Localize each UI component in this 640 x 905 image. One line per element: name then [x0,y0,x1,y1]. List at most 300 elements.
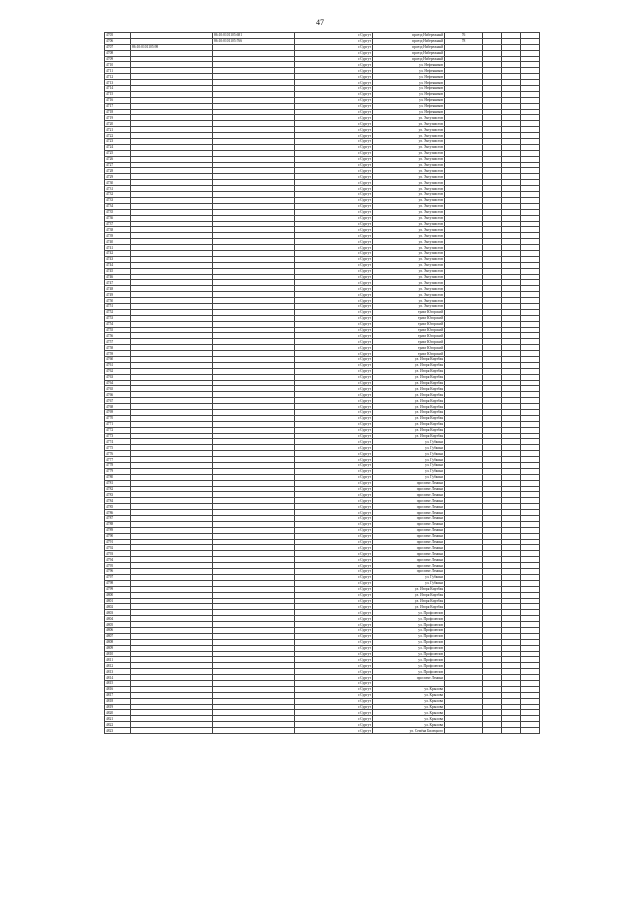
street-cell: ул. Игоря Киртбая [373,374,445,380]
row-number: 4786 [105,510,131,516]
city-cell: г.Сургут [295,639,373,645]
row-number: 4782 [105,486,131,492]
street-cell: ул. Губкина [373,457,445,463]
street-cell: ул. Крылова [373,710,445,716]
city-cell: г.Сургут [295,504,373,510]
row-number: 4737 [105,221,131,227]
row-number: 4802 [105,604,131,610]
street-cell: ул. Игоря Киртбая [373,380,445,386]
city-cell: г.Сургут [295,133,373,139]
city-cell: г.Сургут [295,574,373,580]
street-cell: проспект Ленина [373,557,445,563]
city-cell: г.Сургут [295,563,373,569]
city-cell: г.Сургут [295,274,373,280]
street-cell: ул. Энтузиастов [373,180,445,186]
city-cell: г.Сургут [295,44,373,50]
cadastral-number-1: 86:10:0101105:98 [131,44,213,50]
street-cell: ул. Игоря Киртбая [373,586,445,592]
city-cell: г.Сургут [295,392,373,398]
street-cell: ул. Профсоюзов [373,633,445,639]
street-cell: тракт Югорский [373,345,445,351]
street-cell: ул. Энтузиастов [373,256,445,262]
row-number: 4741 [105,245,131,251]
row-number: 4771 [105,421,131,427]
street-cell: проспект Ленина [373,498,445,504]
city-cell: г.Сургут [295,91,373,97]
city-cell: г.Сургут [295,474,373,480]
street-cell: ул. Энтузиастов [373,250,445,256]
street-cell: ул. Губкина [373,463,445,469]
street-cell: проезд Набережный [373,38,445,44]
city-cell: г.Сургут [295,692,373,698]
row-number: 4707 [105,44,131,50]
street-cell: ул. Профсоюзов [373,657,445,663]
street-cell: ул. Профсоюзов [373,669,445,675]
row-number: 4787 [105,516,131,522]
row-number: 4766 [105,392,131,398]
street-cell: тракт Югорский [373,315,445,321]
city-cell: г.Сургут [295,362,373,368]
street-cell: ул. Игоря Киртбая [373,404,445,410]
row-number: 4733 [105,197,131,203]
street-cell: проспект Ленина [373,539,445,545]
row-number: 4747 [105,280,131,286]
row-number: 4816 [105,686,131,692]
row-number: 4715 [105,91,131,97]
row-number: 4714 [105,86,131,92]
row-number: 4727 [105,162,131,168]
row-number: 4753 [105,315,131,321]
street-cell: ул. Губкина [373,445,445,451]
row-number: 4774 [105,439,131,445]
city-cell: г.Сургут [295,498,373,504]
row-number: 4803 [105,610,131,616]
city-cell: г.Сургут [295,180,373,186]
city-cell: г.Сургут [295,174,373,180]
row-number: 4709 [105,56,131,62]
street-cell: ул. Крылова [373,704,445,710]
city-cell: г.Сургут [295,262,373,268]
row-number: 4761 [105,362,131,368]
city-cell: г.Сургут [295,150,373,156]
street-cell: тракт Югорский [373,327,445,333]
row-number: 4821 [105,716,131,722]
row-number: 4757 [105,339,131,345]
row-number: 4804 [105,616,131,622]
city-cell: г.Сургут [295,327,373,333]
row-number: 4762 [105,368,131,374]
row-number: 4788 [105,521,131,527]
street-cell: проспект Ленина [373,510,445,516]
city-cell: г.Сургут [295,710,373,716]
row-number: 4730 [105,180,131,186]
street-cell: ул. Крылова [373,692,445,698]
row-number: 4820 [105,710,131,716]
row-number: 4791 [105,539,131,545]
city-cell: г.Сургут [295,321,373,327]
city-cell: г.Сургут [295,197,373,203]
city-cell: г.Сургут [295,121,373,127]
cadastral-number-1 [131,728,213,734]
street-cell: ул. Энтузиастов [373,168,445,174]
city-cell: г.Сургут [295,433,373,439]
city-cell: г.Сургут [295,280,373,286]
street-cell: проспект Ленина [373,486,445,492]
house-cell: 76 [445,33,483,39]
street-cell: ул. Энтузиастов [373,174,445,180]
city-cell: г.Сургут [295,144,373,150]
row-number: 4780 [105,474,131,480]
street-cell: ул. Энтузиастов [373,197,445,203]
city-cell: г.Сургут [295,33,373,39]
row-number: 4795 [105,563,131,569]
row-number: 4716 [105,97,131,103]
row-number: 4789 [105,527,131,533]
city-cell: г.Сургут [295,156,373,162]
city-cell: г.Сургут [295,457,373,463]
row-number: 4775 [105,445,131,451]
city-cell: г.Сургут [295,168,373,174]
city-cell: г.Сургут [295,722,373,728]
row-number: 4752 [105,309,131,315]
row-number: 4818 [105,698,131,704]
city-cell: г.Сургут [295,209,373,215]
row-number: 4734 [105,203,131,209]
street-cell: ул. Энтузиастов [373,115,445,121]
street-cell: ул. Нефтяников [373,68,445,74]
city-cell: г.Сургут [295,139,373,145]
row-number: 4819 [105,704,131,710]
city-cell: г.Сургут [295,215,373,221]
street-cell: ул. Энтузиастов [373,280,445,286]
street-cell: ул. Энтузиастов [373,221,445,227]
street-cell: ул. Энтузиастов [373,286,445,292]
city-cell: г.Сургут [295,74,373,80]
extra-cell-b [502,728,521,734]
city-cell: г.Сургут [295,298,373,304]
city-cell: г.Сургут [295,309,373,315]
row-number: 4768 [105,404,131,410]
street-cell: ул. Профсоюзов [373,651,445,657]
street-cell: ул. Энтузиастов [373,303,445,309]
street-cell: ул. Энтузиастов [373,186,445,192]
street-cell: проспект Ленина [373,563,445,569]
row-number: 4798 [105,580,131,586]
city-cell: г.Сургут [295,716,373,722]
street-cell: проспект Ленина [373,492,445,498]
city-cell: г.Сургут [295,651,373,657]
city-cell: г.Сургут [295,292,373,298]
city-cell: г.Сургут [295,516,373,522]
row-number: 4790 [105,533,131,539]
row-number: 4812 [105,663,131,669]
row-number: 4806 [105,627,131,633]
row-number: 4792 [105,545,131,551]
house-cell: 78 [445,38,483,44]
street-cell: ул. Профсоюзов [373,610,445,616]
street-cell: проспект Ленина [373,551,445,557]
city-cell: г.Сургут [295,580,373,586]
city-cell: г.Сургут [295,250,373,256]
street-cell: проезд Набережный [373,44,445,50]
street-cell: ул. Энтузиастов [373,209,445,215]
city-cell: г.Сургут [295,728,373,734]
city-cell: г.Сургут [295,268,373,274]
street-cell: ул. Нефтяников [373,91,445,97]
street-cell: ул. Игоря Киртбая [373,421,445,427]
street-cell: ул. Профсоюзов [373,639,445,645]
row-number: 4755 [105,327,131,333]
row-number: 4763 [105,374,131,380]
row-number: 4708 [105,50,131,56]
city-cell: г.Сургут [295,115,373,121]
row-number: 4711 [105,68,131,74]
city-cell: г.Сургут [295,233,373,239]
row-number: 4813 [105,669,131,675]
row-number: 4769 [105,410,131,416]
row-number: 4794 [105,557,131,563]
street-cell: ул. Профсоюзов [373,627,445,633]
city-cell: г.Сургут [295,527,373,533]
row-number: 4738 [105,227,131,233]
city-cell: г.Сургут [295,633,373,639]
city-cell: г.Сургут [295,698,373,704]
street-cell: ул. Губкина [373,451,445,457]
city-cell: г.Сургут [295,404,373,410]
city-cell: г.Сургут [295,356,373,362]
city-cell: г.Сургут [295,592,373,598]
city-cell: г.Сургут [295,510,373,516]
city-cell: г.Сургут [295,245,373,251]
row-number: 4736 [105,215,131,221]
city-cell: г.Сургут [295,339,373,345]
city-cell: г.Сургут [295,586,373,592]
row-number: 4785 [105,504,131,510]
row-number: 4743 [105,256,131,262]
row-number: 4770 [105,415,131,421]
row-number: 4776 [105,451,131,457]
street-cell: ул. Игоря Киртбая [373,598,445,604]
city-cell: г.Сургут [295,427,373,433]
street-cell: ул. Нефтяников [373,80,445,86]
row-number: 4809 [105,645,131,651]
street-cell: ул. Крылова [373,698,445,704]
street-cell: ул. Губкина [373,574,445,580]
city-cell: г.Сургут [295,56,373,62]
street-cell: ул. Нефтяников [373,86,445,92]
street-cell: ул. Энтузиастов [373,144,445,150]
row-number: 4732 [105,192,131,198]
street-cell: ул. Энтузиастов [373,298,445,304]
city-cell: г.Сургут [295,286,373,292]
street-cell: проспект Ленина [373,533,445,539]
row-number: 4756 [105,333,131,339]
city-cell: г.Сургут [295,97,373,103]
city-cell: г.Сургут [295,186,373,192]
street-cell: тракт Югорский [373,309,445,315]
street-cell: ул. Игоря Киртбая [373,433,445,439]
row-number: 4801 [105,598,131,604]
row-number: 4746 [105,274,131,280]
city-cell: г.Сургут [295,50,373,56]
city-cell: г.Сургут [295,415,373,421]
city-cell: г.Сургут [295,103,373,109]
row-number: 4797 [105,574,131,580]
city-cell: г.Сургут [295,192,373,198]
city-cell: г.Сургут [295,315,373,321]
row-number: 4784 [105,498,131,504]
row-number: 4783 [105,492,131,498]
row-number: 4728 [105,168,131,174]
row-number: 4764 [105,380,131,386]
extra-cell-c [521,728,540,734]
city-cell: г.Сургут [295,539,373,545]
street-cell: ул. Энтузиастов [373,121,445,127]
city-cell: г.Сургут [295,645,373,651]
city-cell: г.Сургут [295,109,373,115]
street-cell: ул. Игоря Киртбая [373,392,445,398]
city-cell: г.Сургут [295,704,373,710]
row-number: 4754 [105,321,131,327]
street-cell: ул. Энтузиастов [373,292,445,298]
street-cell: проезд Набережный [373,56,445,62]
street-cell: ул. Игоря Киртбая [373,398,445,404]
street-cell: ул. Профсоюзов [373,645,445,651]
row-number: 4808 [105,639,131,645]
city-cell: г.Сургут [295,368,373,374]
city-cell: г.Сургут [295,557,373,563]
city-cell: г.Сургут [295,221,373,227]
street-cell: ул. Нефтяников [373,74,445,80]
street-cell: проезд Набережный [373,50,445,56]
row-number: 4742 [105,250,131,256]
row-number: 4817 [105,692,131,698]
city-cell: г.Сургут [295,38,373,44]
street-cell: ул. Энтузиастов [373,215,445,221]
city-cell: г.Сургут [295,374,373,380]
city-cell: г.Сургут [295,451,373,457]
street-cell: ул. Крылова [373,686,445,692]
street-cell: ул. Энтузиастов [373,192,445,198]
city-cell: г.Сургут [295,203,373,209]
city-cell: г.Сургут [295,439,373,445]
cadastral-number-2 [213,728,295,734]
row-number: 4749 [105,292,131,298]
street-cell: ул. Губкина [373,474,445,480]
row-number: 4759 [105,351,131,357]
street-cell: ул. Игоря Киртбая [373,592,445,598]
extra-cell-a [483,728,502,734]
city-cell: г.Сургут [295,680,373,686]
street-cell: ул. Энтузиастов [373,156,445,162]
street-cell: проспект Ленина [373,516,445,522]
city-cell: г.Сургут [295,86,373,92]
row-number: 4823 [105,728,131,734]
street-cell: ул. Энтузиастов [373,233,445,239]
row-number: 4778 [105,463,131,469]
row-number: 4722 [105,133,131,139]
street-cell: проспект Ленина [373,521,445,527]
city-cell: г.Сургут [295,127,373,133]
street-cell: ул. Губкина [373,580,445,586]
city-cell: г.Сургут [295,669,373,675]
house-cell [445,728,483,734]
row-number: 4739 [105,233,131,239]
page-number: 47 [316,18,324,27]
street-cell: ул. Энтузиастов [373,203,445,209]
city-cell: г.Сургут [295,345,373,351]
row-number: 4706 [105,38,131,44]
street-cell: ул. Энтузиастов [373,162,445,168]
row-number: 4799 [105,586,131,592]
street-cell: ул. Губкина [373,468,445,474]
row-number: 4745 [105,268,131,274]
row-number: 4740 [105,239,131,245]
street-cell: ул. Нефтяников [373,97,445,103]
street-cell: ул. Семёна Билецкого [373,728,445,734]
city-cell: г.Сургут [295,410,373,416]
street-cell: ул. Игоря Киртбая [373,415,445,421]
street-cell: ул. Губкина [373,439,445,445]
row-number: 4760 [105,356,131,362]
row-number: 4807 [105,633,131,639]
row-number: 4723 [105,139,131,145]
row-number: 4718 [105,109,131,115]
row-number: 4815 [105,680,131,686]
street-cell: ул. Игоря Киртбая [373,427,445,433]
street-cell: тракт Югорский [373,333,445,339]
street-cell: ул. Профсоюзов [373,622,445,628]
row-number: 4724 [105,144,131,150]
row-number: 4772 [105,427,131,433]
table-row [105,728,540,734]
city-cell: г.Сургут [295,545,373,551]
street-cell: ул. Профсоюзов [373,663,445,669]
row-number: 4781 [105,480,131,486]
city-cell: г.Сургут [295,386,373,392]
table-body [105,33,540,734]
row-number: 4710 [105,62,131,68]
row-number: 4814 [105,675,131,681]
city-cell: г.Сургут [295,68,373,74]
city-cell: г.Сургут [295,616,373,622]
street-cell: ул. Игоря Киртбая [373,386,445,392]
street-cell: проспект Ленина [373,527,445,533]
city-cell: г.Сургут [295,62,373,68]
row-number: 4720 [105,121,131,127]
city-cell: г.Сургут [295,468,373,474]
city-cell: г.Сургут [295,239,373,245]
street-cell: ул. Игоря Киртбая [373,604,445,610]
city-cell: г.Сургут [295,463,373,469]
street-cell: проспект Ленина [373,545,445,551]
street-cell: ул. Энтузиастов [373,127,445,133]
street-cell: ул. Крылова [373,716,445,722]
row-number: 4779 [105,468,131,474]
row-number: 4765 [105,386,131,392]
street-cell: тракт Югорский [373,351,445,357]
street-cell: ул. Игоря Киртбая [373,362,445,368]
city-cell: г.Сургут [295,675,373,681]
city-cell: г.Сургут [295,622,373,628]
row-number: 4717 [105,103,131,109]
city-cell: г.Сургут [295,657,373,663]
row-number: 4731 [105,186,131,192]
city-cell: г.Сургут [295,686,373,692]
row-number: 4721 [105,127,131,133]
street-cell: ул. Энтузиастов [373,139,445,145]
city-cell: г.Сургут [295,380,373,386]
